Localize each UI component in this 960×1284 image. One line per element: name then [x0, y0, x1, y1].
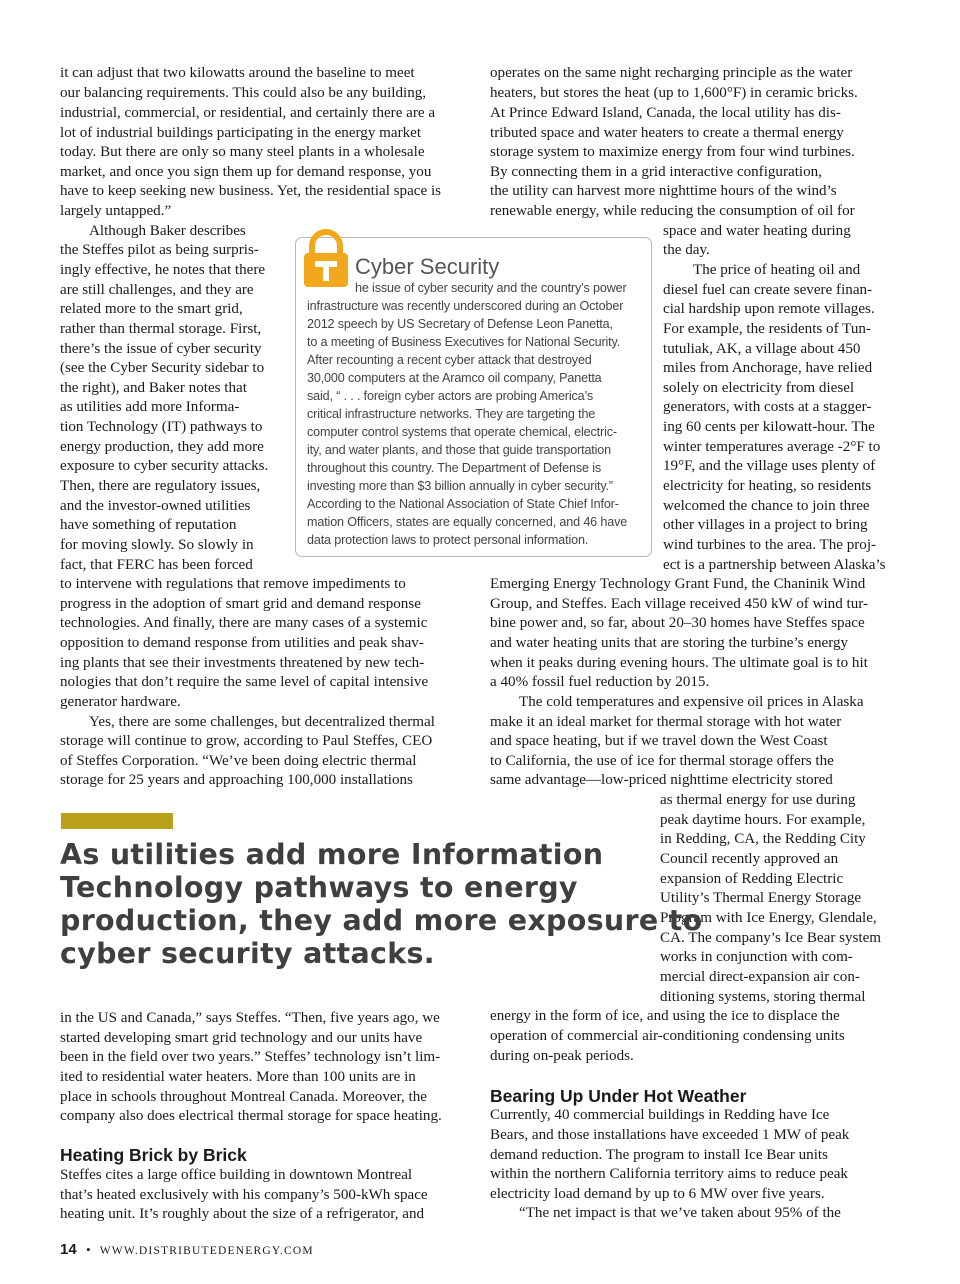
body-line: the Steffes pilot as being surpris- [60, 242, 259, 258]
body-line: CA. The company’s Ice Bear system [660, 930, 882, 946]
body-line: expansion of Redding Electric [660, 871, 844, 887]
footer-bullet: • [85, 1242, 91, 1257]
body-line: space and water heating during [663, 223, 851, 239]
sidebar-line: 30,000 computers at the Aramco oil company, Panetta [307, 371, 602, 385]
body-line: within the northern California territory aims to reduce peak [490, 1166, 848, 1182]
body-line: ect is a partnership between Alaska’s [663, 557, 886, 573]
pull-quote-line: cyber security attacks. [60, 937, 435, 970]
body-line: works in conjunction with com- [660, 949, 853, 965]
body-line: Bears, and those installations have exceeded 1 MW of peak [490, 1127, 850, 1143]
footer-url: WWW.DISTRIBUTEDENERGY.COM [99, 1245, 314, 1257]
body-line: heating unit. It’s roughly about the size of a refrigerator, and [60, 1206, 425, 1222]
body-line: when it peaks during evening hours. The ultimate goal is to hit [490, 655, 868, 671]
body-line: peak daytime hours. For example, [660, 812, 866, 828]
body-line: that’s heated exclusively with his company’s 500-kWh space [60, 1187, 428, 1203]
body-line: energy in the form of ice, and using the ice to displace the [490, 1008, 840, 1024]
sidebar-line: mation Officers, states are equally concerned, and 46 have [307, 515, 628, 529]
pull-quote-line: production, they add more exposure to [60, 904, 703, 937]
page-number: 14 [60, 1241, 77, 1258]
pull-quote-accent-bar [61, 813, 173, 829]
body-line: The price of heating oil and [693, 262, 861, 278]
body-line: By connecting them in a grid interactive configuration, [490, 164, 822, 180]
body-line: demand reduction. The program to install Ice Bear units [490, 1147, 828, 1163]
body-line: of Steffes Corporation. “We’ve been doing electric thermal [60, 753, 417, 769]
body-line: make it an ideal market for thermal storage with hot water [490, 714, 842, 730]
body-line: company also does electrical thermal storage for space heating. [60, 1108, 442, 1124]
body-line: tributed space and water heaters to create a thermal energy [490, 125, 844, 141]
body-line: bine power and, so far, about 20–30 homes have Steffes space [490, 615, 865, 631]
body-line: in Redding, CA, the Redding City [660, 831, 866, 847]
body-line: “The net impact is that we’ve taken about 95% of the [519, 1205, 841, 1221]
body-line: Steffes cites a large office building in downtown Montreal [60, 1167, 413, 1183]
body-line: heaters, but stores the heat (up to 1,600°F) in ceramic bricks. [490, 85, 858, 101]
sidebar-line: ity, and water plants, and those that guide transportation [307, 443, 612, 457]
body-line: Council recently approved an [660, 851, 839, 867]
body-line: technologies. And finally, there are many cases of a systemic [60, 615, 428, 631]
body-line: wind turbines to the area. The proj- [663, 537, 877, 553]
body-line: ited to residential water heaters. More than 100 units are in [60, 1069, 416, 1085]
body-line: storage system to maximize energy from four wind turbines. [490, 144, 855, 160]
pull-quote-line: Technology pathways to energy [60, 871, 578, 904]
sidebar-line: critical infrastructure networks. They are targeting the [307, 407, 596, 421]
body-line: storage for 25 years and approaching 100,000 installations [60, 772, 413, 788]
body-line: same advantage—low-priced nighttime electricity stored [490, 772, 833, 788]
body-line: generators, with costs at a stagger- [663, 399, 872, 415]
body-line: have to keep seeking new business. Yet, the residential space is [60, 183, 442, 199]
body-line: place in schools throughout Montreal Canada. Moreover, the [60, 1089, 427, 1105]
sidebar-title: Cyber Security [355, 254, 500, 279]
sidebar-line: investing more than $3 billion annually in cyber security.” [307, 479, 613, 493]
body-line: the right), and Baker notes that [60, 380, 247, 396]
body-line: it can adjust that two kilowatts around the baseline to meet [60, 65, 415, 81]
body-line: welcomed the chance to join three [663, 498, 870, 514]
body-line: Program with Ice Energy, Glendale, [660, 910, 877, 926]
body-line: nologies that don’t require the same level of capital intensive [60, 674, 429, 690]
body-line: cial hardship upon remote villages. [663, 301, 875, 317]
body-line: operation of commercial air-conditioning condensing units [490, 1028, 845, 1044]
body-line: Although Baker describes [89, 223, 246, 239]
sidebar-line: infrastructure was recently underscored during an October [307, 299, 624, 313]
body-line: and space heating, but if we travel down the West Coast [490, 733, 828, 749]
body-line: started developing smart grid technology and our units have [60, 1030, 423, 1046]
body-line: the day. [663, 242, 710, 258]
body-line: as thermal energy for use during [660, 792, 856, 808]
body-line: have something of reputation [60, 517, 237, 533]
body-line: For example, the residents of Tun- [663, 321, 871, 337]
body-line: solely on electricity from diesel [663, 380, 855, 396]
sidebar-line: said, “ . . . foreign cyber actors are probing America’s [307, 389, 594, 403]
body-line: renewable energy, while reducing the consumption of oil for [490, 203, 855, 219]
sidebar-line: After recounting a recent cyber attack that destroyed [307, 353, 592, 367]
body-line: to California, the use of ice for thermal storage offers the [490, 753, 834, 769]
body-line: progress in the adoption of smart grid and demand response [60, 596, 421, 612]
body-line: (see the Cyber Security sidebar to [60, 360, 265, 376]
body-line: Utility’s Thermal Energy Storage [660, 890, 862, 906]
body-line: diesel fuel can create severe finan- [663, 282, 873, 298]
body-line: industrial, commercial, or residential, and certainly there are a [60, 105, 436, 121]
page-footer [60, 1240, 314, 1261]
body-line: generator hardware. [60, 694, 181, 710]
body-line: energy production, they add more [60, 439, 264, 455]
body-line: Group, and Steffes. Each village received 450 kW of wind tur- [490, 596, 869, 612]
body-line: miles from Anchorage, have relied [663, 360, 873, 376]
body-line: winter temperatures average -2°F to [663, 439, 881, 455]
body-line: for moving slowly. So slowly in [60, 537, 254, 553]
body-line: ditioning systems, storing thermal [660, 989, 866, 1005]
body-line: electricity load demand by up to 6 MW over five years. [490, 1186, 825, 1202]
body-line: opposition to demand response from utilities and peak shav- [60, 635, 424, 651]
body-line: are still challenges, and they are [60, 282, 254, 298]
body-line: there’s the issue of cyber security [60, 341, 262, 357]
body-line: our balancing requirements. This could also be any building, [60, 85, 427, 101]
body-line: At Prince Edward Island, Canada, the local utility has dis- [490, 105, 841, 121]
body-line: related more to the smart grid, [60, 301, 243, 317]
body-line: ingly effective, he notes that there [60, 262, 266, 278]
sidebar-line: to a meeting of Business Executives for National Security. [307, 335, 621, 349]
body-line: been in the field over two years.” Steffes’ technology isn’t lim- [60, 1049, 441, 1065]
body-line: rather than thermal storage. First, [60, 321, 262, 337]
body-line: tion Technology (IT) pathways to [60, 419, 263, 435]
body-line: the utility can harvest more nighttime hours of the wind’s [490, 183, 837, 199]
body-line: fact, that FERC has been forced [60, 557, 253, 573]
body-line: Then, there are regulatory issues, [60, 478, 261, 494]
body-line: electricity for heating, so residents [663, 478, 872, 494]
body-line: market, and once you sign them up for demand response, you [60, 164, 432, 180]
body-line: 19°F, and the village uses plenty of [663, 458, 876, 474]
body-line: and water heating units that are storing the turbine’s energy [490, 635, 849, 651]
body-line: mercial direct-expansion air con- [660, 969, 860, 985]
body-line: largely untapped.” [60, 203, 172, 219]
body-line: Currently, 40 commercial buildings in Redding have Ice [490, 1107, 830, 1123]
body-line: exposure to cyber security attacks. [60, 458, 269, 474]
body-line: lot of industrial buildings participating in the energy market [60, 125, 422, 141]
sidebar-line: According to the National Association of State Chief Infor- [307, 497, 619, 511]
body-line: to intervene with regulations that remove impediments to [60, 576, 406, 592]
body-line: a 40% fossil fuel reduction by 2015. [490, 674, 710, 690]
subheading-bearing: Bearing Up Under Hot Weather [490, 1086, 747, 1106]
pull-quote-line: As utilities add more Information [60, 838, 604, 871]
body-line: Yes, there are some challenges, but decentralized thermal [89, 714, 435, 730]
sidebar-line: data protection laws to protect personal information. [307, 533, 589, 547]
body-line: and the investor-owned utilities [60, 498, 251, 514]
sidebar-line: computer control systems that operate chemical, electric- [307, 425, 617, 439]
body-line: as utilities add more Informa- [60, 399, 240, 415]
body-line: ing plants that see their investments threatened by new tech- [60, 655, 425, 671]
body-line: during on-peak periods. [490, 1048, 634, 1064]
body-line: storage will continue to grow, according to Paul Steffes, CEO [60, 733, 433, 749]
body-line: today. But there are only so many steel plants in a wholesale [60, 144, 425, 160]
sidebar-line: 2012 speech by US Secretary of Defense Leon Panetta, [307, 317, 613, 331]
subheading-brick: Heating Brick by Brick [60, 1145, 247, 1165]
sidebar-line: throughout this country. The Department of Defense is [307, 461, 601, 475]
body-line: operates on the same night recharging principle as the water [490, 65, 853, 81]
body-line: tutuliak, AK, a village about 450 [663, 341, 861, 357]
lock-icon [301, 229, 351, 289]
sidebar-line: he issue of cyber security and the country’s power [355, 281, 627, 295]
body-line: The cold temperatures and expensive oil prices in Alaska [519, 694, 864, 710]
body-line: other villages in a project to bring [663, 517, 868, 533]
body-line: Emerging Energy Technology Grant Fund, the Chaninik Wind [490, 576, 866, 592]
body-line: in the US and Canada,” says Steffes. “Then, five years ago, we [60, 1010, 440, 1026]
body-line: ing 60 cents per kilowatt-hour. The [663, 419, 875, 435]
